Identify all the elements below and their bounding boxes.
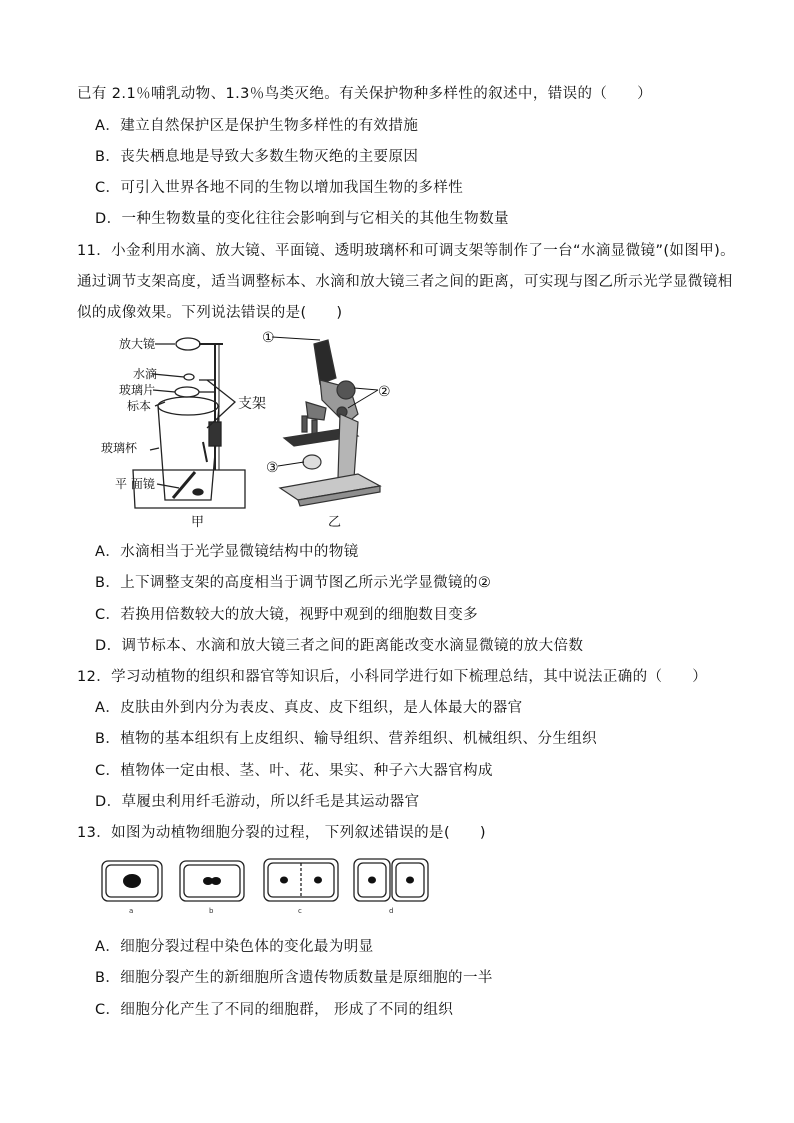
mirror-knob: [193, 489, 203, 495]
marker-2: ②: [378, 384, 391, 400]
q10-option-b: B．丧失栖息地是导致大多数生物灭绝的主要原因: [95, 149, 419, 165]
q11-option-c: C．若换用倍数较大的放大镜，视野中观到的细胞数目变多: [95, 607, 479, 623]
caption-yi: 乙: [328, 515, 342, 530]
water-drop: [184, 374, 194, 380]
q11-option-d: D．调节标本、水滴和放大镜三者之间的距离能改变水滴显微镜的放大倍数: [95, 638, 584, 654]
magnifier: [176, 338, 200, 350]
q11-option-b: B．上下调整支架的高度相当于调节图乙所示光学显微镜的②: [95, 575, 492, 591]
cell-label-c: c: [298, 907, 302, 915]
q12-option-a: A．皮肤由外到内分为表皮、真皮、皮下组织，是人体最大的器官: [95, 700, 523, 716]
cell-label-a: a: [129, 907, 134, 915]
plane-mirror: [173, 472, 195, 498]
q12-stem: 12．学习动植物的组织和器官等知识后，小科同学进行如下梳理总结，其中说法正确的（ ）: [77, 669, 708, 685]
q12-option-c: C．植物体一定由根、茎、叶、花、果实、种子六大器官构成: [95, 763, 493, 779]
coarse-adjustment-knob: [337, 381, 355, 399]
label-magnifier: 放大镜: [119, 337, 156, 351]
stand-clamp: [209, 422, 221, 446]
label-glass-cup: 玻璃杯: [101, 441, 138, 455]
figure-water-drop-microscope: [95, 330, 266, 530]
label-plane-mirror: 平 面镜: [115, 477, 155, 491]
q11-stem-line2: 通过调节支架高度，适当调整标本、水滴和放大镜三者之间的距离，可实现与图乙所示光学显微镜相: [77, 274, 733, 290]
q10-option-d: D．一种生物数量的变化往往会影响到与它相关的其他生物数量: [95, 211, 509, 227]
q10-stem: 已有 2.1％哺乳动物、1.3％鸟类灭绝。有关保护物种多样性的叙述中，错误的（ ）: [77, 86, 653, 102]
q11-option-a: A．水滴相当于光学显微镜结构中的物镜: [95, 544, 359, 560]
q13-option-b: B．细胞分裂产生的新细胞所含遗传物质数量是原细胞的一半: [95, 970, 493, 986]
label-specimen: 标本: [127, 399, 152, 413]
q12-option-d: D．草履虫利用纤毛游动，所以纤毛是其运动器官: [95, 794, 420, 810]
q13-stem: 13．如图为动植物细胞分裂的过程， 下列叙述错误的是( ): [77, 825, 486, 841]
label-glass-slide: 玻璃片: [119, 383, 156, 397]
marker-1: ①: [262, 330, 275, 346]
q13-option-c: C．细胞分化产生了不同的细胞群， 形成了不同的组织: [95, 1002, 454, 1018]
q11-stem-line3: 似的成像效果。下列说法错误的是( ): [77, 305, 343, 321]
eyepiece-tube: [314, 340, 336, 384]
q12-option-b: B．植物的基本组织有上皮组织、输导组织、营养组织、机械组织、分生组织: [95, 731, 598, 747]
q13-option-a: A．细胞分裂过程中染色体的变化最为明显: [95, 939, 374, 955]
q10-option-a: A．建立自然保护区是保护生物多样性的有效措施: [95, 118, 419, 134]
marker-3: ③: [266, 460, 279, 476]
cup-rim: [158, 397, 218, 415]
caption-jia: 甲: [191, 515, 205, 530]
q11-stem-line1: 11．小金利用水滴、放大镜、平面镜、透明玻璃杯和可调支架等制作了一台“水滴显微镜”(如图甲)。: [77, 243, 736, 259]
nucleus-a: [123, 874, 141, 888]
q10-option-c: C．可引入世界各地不同的生物以增加我国生物的多样性: [95, 180, 464, 196]
cell-label-b: b: [209, 907, 214, 915]
glass-slide: [175, 387, 199, 397]
figure-optical-microscope: [262, 328, 402, 530]
reflector-mirror: [303, 455, 321, 469]
cell-label-d: d: [389, 907, 394, 915]
label-stand: 支架: [238, 396, 266, 412]
figure-cell-division: [98, 855, 438, 917]
label-water-drop: 水滴: [133, 367, 158, 381]
